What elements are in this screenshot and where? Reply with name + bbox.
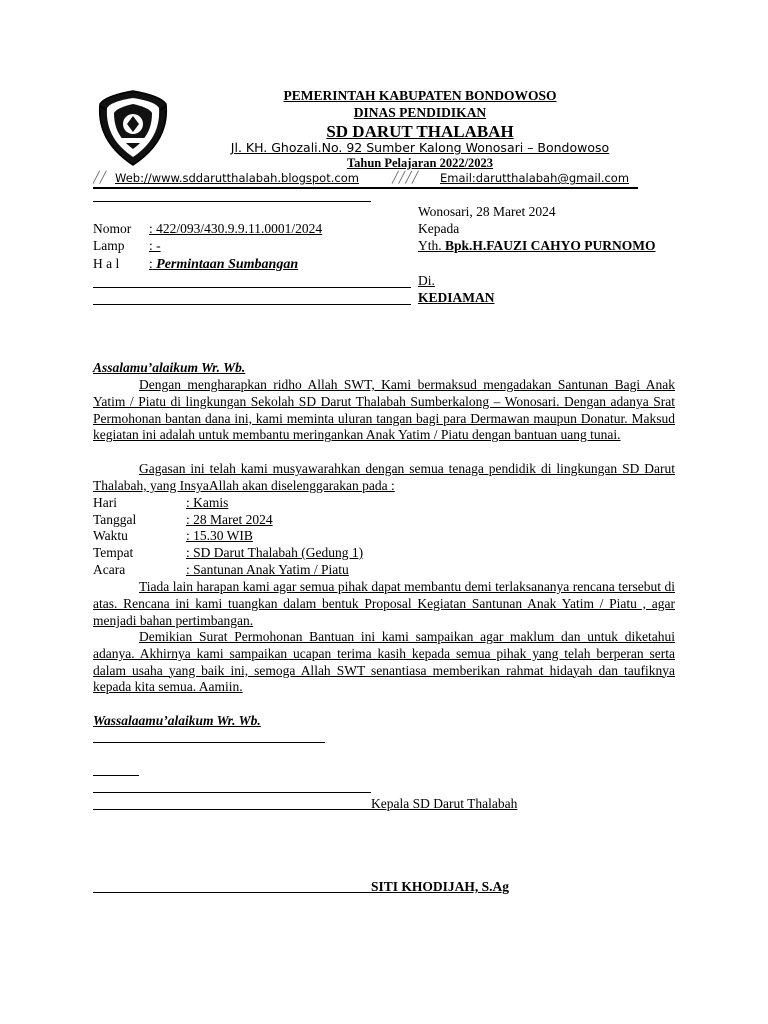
letter-date: Wonosari, 28 Maret 2024 [418, 204, 556, 219]
paragraph-3-text: Tiada lain harapan kami agar semua pihak dapat membantu demi terlaksananya rencana tersebut di atas. Rencana ini kami tuangkan dalam bentuk Proposal Kegiatan Santunan Anak Yatim / Piatu , agar menjadi bahan pertimbangan. [93, 579, 675, 628]
paragraph-3 [93, 579, 675, 629]
signatory-name: SITI KHODIJAH, S.Ag [371, 879, 510, 894]
signatory-title: Kepala SD Darut Thalabah [371, 796, 518, 811]
slash-decoration-mid: ╱╱╱╱ [392, 172, 419, 184]
paragraph-2-text: Gagasan ini telah kami musyawarahkan dengan semua tenaga pendidik di lingkungan SD Darut Thalabah, yang InsyaAllah akan diselenggarakan pada : [93, 461, 675, 493]
academic-year: Tahun Pelajaran 2022/2023 [346, 156, 494, 170]
blank-line-left-2 [93, 304, 411, 305]
detail-value: : Santunan Anak Yatim / Piatu [186, 562, 349, 577]
email-text: Email:darutthalabah@gmail.com [440, 171, 630, 185]
closing-greeting [93, 713, 297, 729]
detail-label: Waktu [93, 528, 128, 543]
recipient-name: Bpk.H.FAUZI CAHYO PURNOMO [445, 238, 656, 253]
hal-value: Permintaan Sumbangan [156, 257, 299, 272]
hal-colon: : [149, 256, 153, 271]
lamp-label: Lamp [93, 238, 125, 253]
website-text: Web://www.sddarutthalabah.blogspot.com [115, 171, 359, 185]
detail-label: Tanggal [93, 512, 137, 527]
paragraph-2 [93, 461, 675, 495]
nomor-row [93, 221, 352, 237]
opening-greeting: Assalamu’alaikum Wr. Wb. [93, 360, 246, 375]
detail-value: : Kamis [186, 495, 229, 510]
header-rule-thick [93, 187, 638, 189]
detail-row-hari [93, 495, 228, 511]
recipient-line [418, 238, 656, 254]
government-heading: PEMERINTAH KABUPATEN BONDOWOSO [283, 88, 557, 103]
detail-value: : SD Darut Thalabah (Gedung 1) [186, 545, 364, 560]
lamp-row [93, 238, 406, 254]
slash-decoration-left: ╱╱ [93, 172, 107, 184]
school-address: Jl. KH. Ghozali.No. 92 Sumber Kalong Wonosari – Bondowoso [230, 140, 610, 155]
detail-row-tanggal [93, 512, 273, 528]
closing-blank-line [93, 742, 325, 743]
blank-line-left-1 [93, 287, 411, 288]
di-text: Di. [418, 273, 435, 288]
nomor-value: : 422/093/430.9.9.11.0001/2024 [149, 221, 323, 236]
paragraph-1 [93, 377, 675, 444]
nomor-label: Nomor [93, 221, 132, 236]
kepada-label: Kepada [418, 221, 460, 236]
detail-row-tempat [93, 545, 363, 561]
header-rule-short [93, 201, 371, 202]
lamp-value: : - [149, 238, 161, 253]
paragraph-4 [93, 629, 675, 696]
paragraph-1-text: Dengan mengharapkan ridho Allah SWT, Kami bermaksud mengadakan Santunan Bagi Anak Yatim / Piatu di lingkungan Sekolah SD Darut Thalabah Sumberkalong – Wonosari. Dengan adanya Srat Permohonan bantan dana ini, kami meminta uluran tangan bagi para Dermawan maupun Donatur. Maksud kegiatan ini adalah untuk membantu meringankan Anak Yatim / Piatu dengan bantuan uang tunai. [93, 377, 675, 443]
closing-text: Wassalaamu’alaikum Wr. Wb. [93, 713, 261, 728]
detail-label: Tempat [93, 545, 134, 560]
detail-label: Acara [93, 562, 126, 577]
detail-row-acara [93, 562, 349, 578]
detail-value: : 28 Maret 2024 [186, 512, 273, 527]
signature-blank-line-1 [93, 792, 371, 793]
paragraph-4-text: Demikian Surat Permohonan Bantuan ini kami sampaikan agar maklum dan untuk diketahui adanya. Akhirnya kami sampaikan ucapan terima kasih kepada semua pihak yang telah berperan serta dalam usaha yang baik ini, semoga Allah SWT senantiasa memberikan rahmat hidayah dan taufiknya kepada kita semua. Aamiin. [93, 629, 675, 695]
signature-blank-line-2 [93, 809, 371, 810]
detail-row-waktu [93, 528, 253, 544]
detail-label: Hari [93, 495, 117, 510]
recipient-place: KEDIAMAN [418, 290, 495, 305]
yth-label: Yth. [418, 238, 442, 253]
hal-row [93, 256, 433, 273]
school-emblem-logo [96, 88, 170, 168]
detail-value: : 15.30 WIB [186, 528, 253, 543]
signature-name-line [93, 892, 371, 893]
hal-label: H a l [93, 256, 120, 271]
department-heading: DINAS PENDIDIKAN [353, 105, 487, 120]
school-name: SD DARUT THALABAH [326, 122, 514, 141]
di-label [418, 273, 693, 289]
short-blank-line [93, 775, 139, 776]
